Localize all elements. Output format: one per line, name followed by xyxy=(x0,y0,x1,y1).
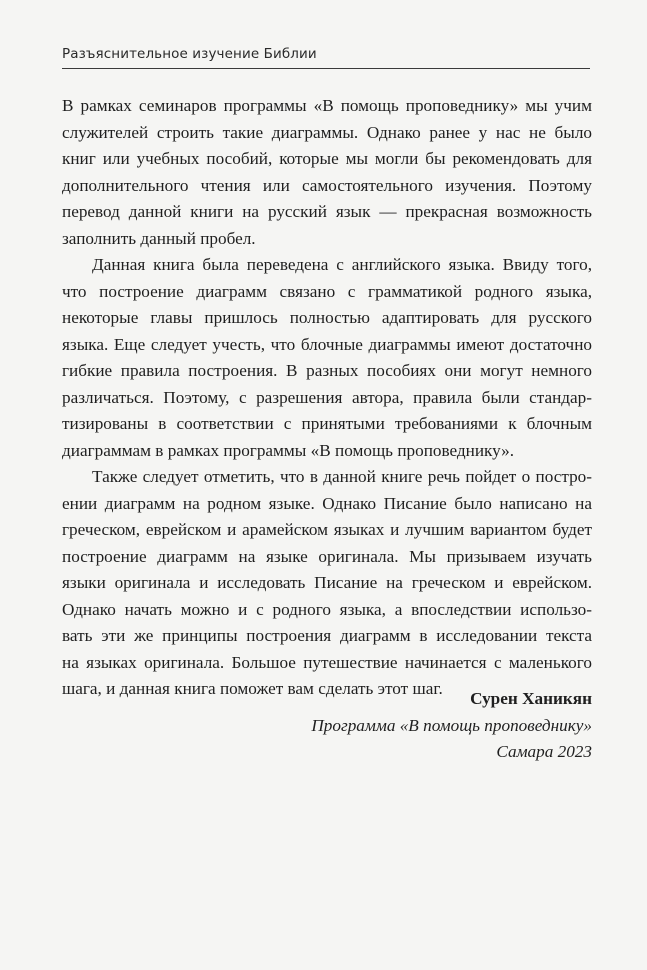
text-line: Данная книга была переведена с английского языка. Ввиду того, xyxy=(92,255,592,274)
text-line: служителей строить такие диаграммы. Однако ранее у нас не было xyxy=(62,122,592,142)
text-line: В рамках семинаров программы «В помощь проповеднику» мы учим xyxy=(62,96,592,115)
place-year: Самара 2023 xyxy=(496,742,592,761)
text-line: построение диаграмм на языке оригинала. Мы призываем изучать xyxy=(62,546,592,566)
text-line: диаграммам в рамках программы «В помощь проповеднику». xyxy=(62,440,515,460)
author-name: Сурен Ханикян xyxy=(470,689,592,708)
text-line: греческом, еврейском и арамейском языках и лучшим вариантом будет xyxy=(62,520,592,539)
paragraph-2 xyxy=(62,252,592,464)
text-line: заполнить данный пробел. xyxy=(62,228,256,248)
body-text xyxy=(62,93,592,703)
paragraph-3 xyxy=(62,464,592,703)
text-line: ении диаграмм на родном языке. Однако Писание было написано на xyxy=(62,493,592,513)
text-line: тизированы в соответствии с принятыми требованиями к блочным xyxy=(62,414,592,433)
signature-block xyxy=(172,686,592,766)
text-line: вать эти же принципы построения диаграмм в исследовании текста xyxy=(62,626,592,645)
text-line: на языках оригинала. Большое путешествие начинается с маленького xyxy=(62,652,592,672)
text-line: Также следует отметить, что в данной книге речь пойдет о постро- xyxy=(92,467,592,486)
text-line: дополнительного чтения или самостоятельного изучения. Поэтому xyxy=(62,175,592,195)
organization-name: Программа «В помощь проповеднику» xyxy=(311,715,592,735)
text-line: что построение диаграмм связано с грамматикой родного языка, xyxy=(62,281,592,301)
header-rule xyxy=(62,68,590,69)
text-line: языки оригинала и исследовать Писание на греческом и еврейском. xyxy=(62,573,592,592)
text-line: книг или учебных пособий, которые мы могли бы рекомендовать для xyxy=(62,149,592,168)
text-line: некоторые главы пришлось полностью адаптировать для русского xyxy=(62,308,592,327)
text-line: различаться. Поэтому, с разрешения автора, правила были стандар- xyxy=(62,387,592,407)
text-line: гибкие правила построения. В разных пособиях они могут немного xyxy=(62,361,592,380)
text-line: шага, и данная книга поможет вам сделать этот шаг. xyxy=(62,679,443,698)
text-line: перевод данной книги на русский язык — прекрасная возможность xyxy=(62,202,592,221)
paragraph-1 xyxy=(62,93,592,252)
text-line: языка. Еще следует учесть, что блочные диаграммы имеют достаточно xyxy=(62,334,592,354)
running-header: Разъяснительное изучение Библии xyxy=(62,46,317,62)
text-line: Однако начать можно и с родного языка, а впоследствии использо- xyxy=(62,599,592,619)
